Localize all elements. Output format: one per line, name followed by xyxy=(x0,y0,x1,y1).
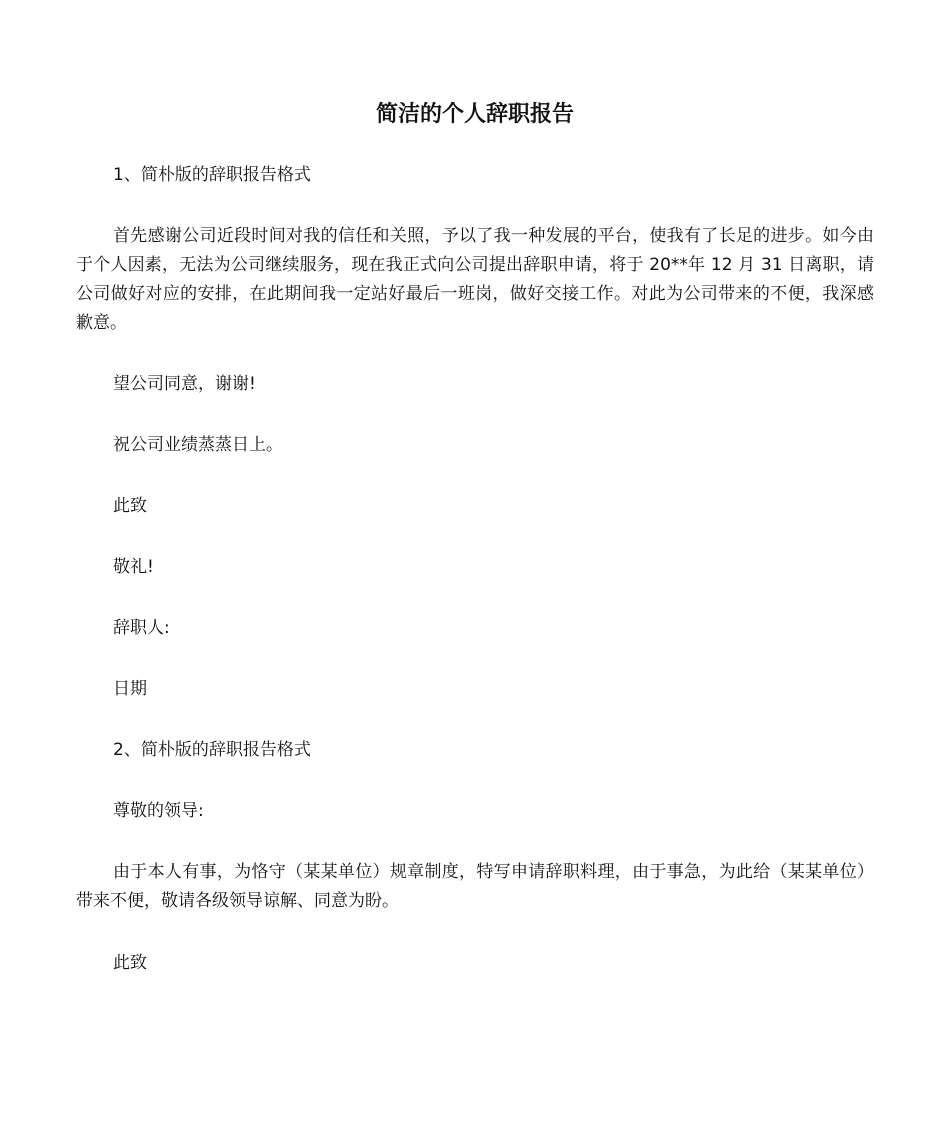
approval-request: 望公司同意，谢谢! xyxy=(113,374,256,394)
section-heading-2: 2、简朴版的辞职报告格式 xyxy=(113,740,311,760)
closing-phrase-2: 此致 xyxy=(113,953,147,973)
date-label: 日期 xyxy=(113,679,147,699)
document-title: 简洁的个人辞职报告 xyxy=(375,102,574,127)
closing-phrase: 此致 xyxy=(113,496,147,516)
good-wishes: 祝公司业绩蒸蒸日上。 xyxy=(113,435,283,455)
salutation: 敬礼! xyxy=(113,557,154,577)
section-heading-1: 1、简朴版的辞职报告格式 xyxy=(113,165,311,185)
resignation-body-paragraph: 首先感谢公司近段时间对我的信任和关照，予以了我一种发展的平台，使我有了长足的进步。如今由于个人因素，无法为公司继续服务，现在我正式向公司提出辞职申请，将于 20**年 12 月 31 日离职，请公司做好对应的安排，在此期间我一定站好最后一班岗，做好交接工作。对此为公司带来的不便，我深感歉意。 xyxy=(76,226,874,333)
document-body xyxy=(76,96,874,1010)
second-letter-body: 由于本人有事，为恪守（某某单位）规章制度，特写申请辞职料理，由于事急，为此给（某某单位）带来不便，敬请各级领导谅解、同意为盼。 xyxy=(76,862,874,911)
greeting: 尊敬的领导: xyxy=(113,801,204,821)
resignee-label: 辞职人: xyxy=(113,618,170,638)
